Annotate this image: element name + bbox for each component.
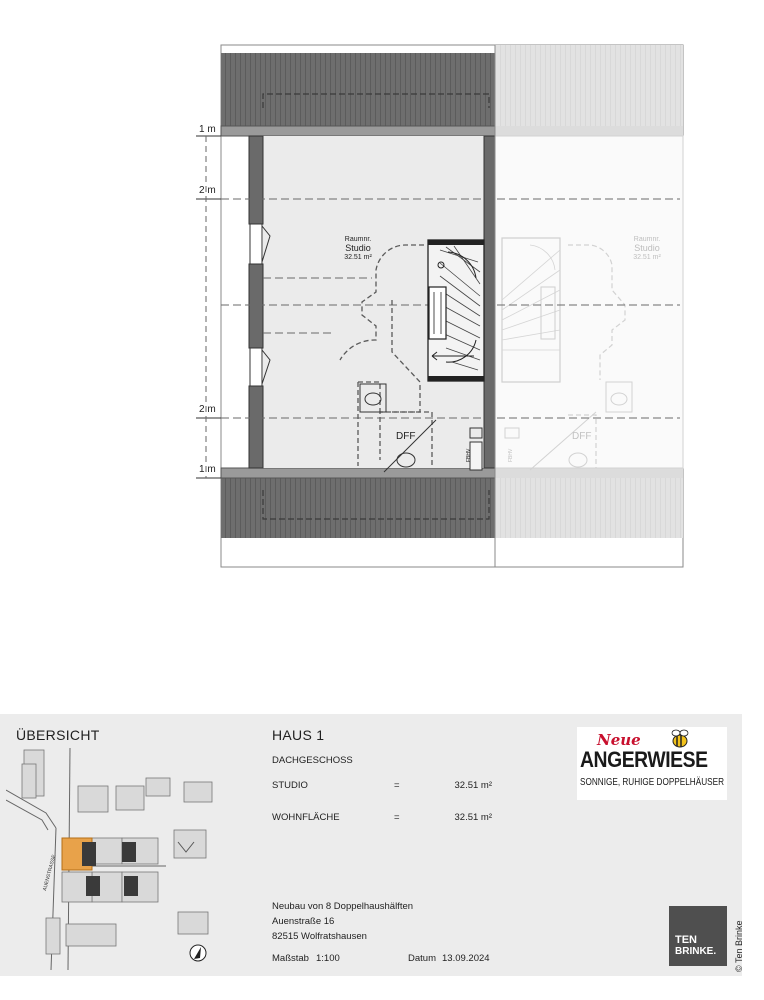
- site-overview-map: [6, 748, 246, 970]
- logo-neue: Neue: [597, 731, 641, 749]
- overview-title: ÜBERSICHT: [16, 727, 100, 743]
- area-row-studio-eq: =: [394, 780, 400, 791]
- neighbour-room-name: Studio: [634, 242, 660, 253]
- scale-label: Maßstab: [272, 953, 309, 964]
- neighbour-roof-top: [495, 45, 683, 126]
- area-row-total-name: WOHNFLÄCHE: [272, 812, 340, 823]
- dimension-label-bottom-2m: 2 m: [199, 404, 216, 415]
- roof-bottom: [221, 478, 495, 538]
- ten-brinke-logo: [669, 906, 727, 966]
- dff-label: DFF: [396, 431, 416, 442]
- house-title: HAUS 1: [272, 727, 325, 743]
- room-label: [333, 236, 383, 261]
- neighbour-room-label: [622, 236, 672, 261]
- date-label: Datum: [408, 953, 436, 964]
- date-value: 13.09.2024: [442, 953, 490, 964]
- angerwiese-logo: [577, 727, 727, 800]
- area-row-studio-value: 32.51 m²: [454, 780, 492, 791]
- floor-name: DACHGESCHOSS: [272, 755, 353, 766]
- eave-bottom: [221, 468, 495, 478]
- street-label: AUENSTRASSE: [42, 854, 58, 892]
- area-row-total-value: 32.51 m²: [454, 812, 492, 823]
- copyright: © Ten Brinke: [734, 920, 744, 972]
- fbh-label: FBHV: [466, 448, 472, 462]
- neighbour-house-ghost: [495, 45, 683, 538]
- neighbour-room-area: 32.51 m²: [633, 253, 661, 261]
- neighbour-room-number-label: Raumnr.: [633, 236, 661, 243]
- project-line-2: Auenstraße 16: [272, 916, 335, 927]
- area-row-total-eq: =: [394, 812, 400, 823]
- dimension-label-top-1m: 1 m: [199, 124, 216, 135]
- eave-top: [221, 126, 495, 136]
- project-line-1: Neubau von 8 Doppelhaushälften: [272, 901, 414, 912]
- area-row-studio-name: STUDIO: [272, 780, 308, 791]
- roof-top: [221, 53, 495, 126]
- neighbour-fbh-label: FBHV: [508, 448, 514, 462]
- room-area: 32.51 m²: [344, 253, 372, 261]
- neighbour-dff-label: DFF: [572, 431, 592, 442]
- brand-line-1: TEN: [675, 934, 697, 946]
- room-name: Studio: [345, 242, 371, 253]
- brand-line-2: BRINKE.: [675, 946, 717, 957]
- neighbour-roof-bottom: [495, 478, 683, 538]
- logo-name: ANGERWIESE: [580, 747, 708, 772]
- dimension-label-bottom-1m: 1 m: [199, 464, 216, 475]
- staircase: [428, 240, 484, 381]
- room-number-label: Raumnr.: [344, 236, 372, 243]
- dimension-label-top-2m: 2 m: [199, 185, 216, 196]
- scale-value: 1:100: [316, 953, 340, 964]
- logo-tagline: SONNIGE, RUHIGE DOPPELHÄUSER: [580, 777, 724, 788]
- project-line-3: 82515 Wolfratshausen: [272, 931, 367, 942]
